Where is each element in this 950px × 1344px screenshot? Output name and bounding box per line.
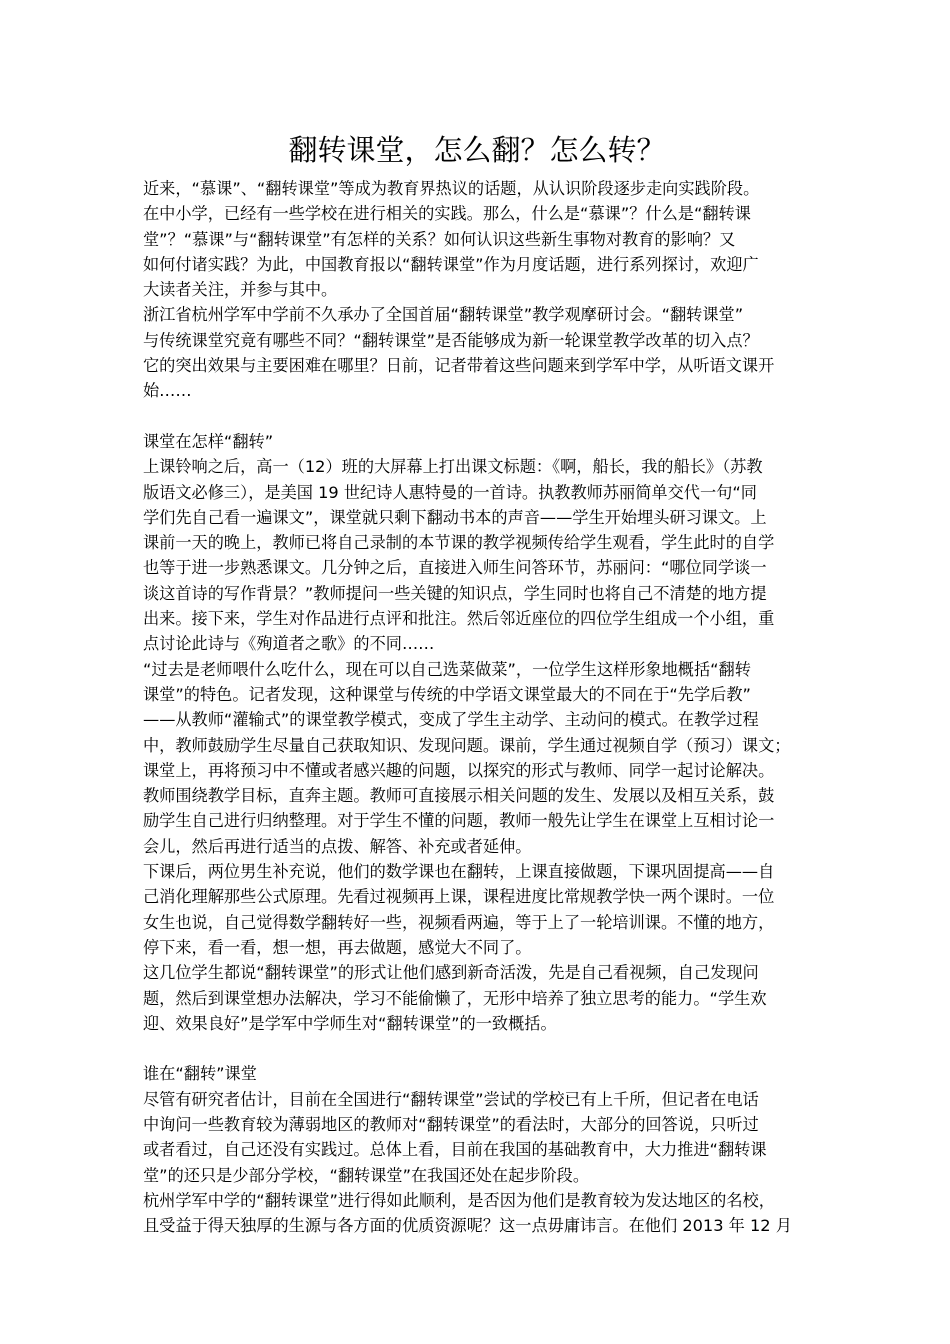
text-line: 在中小学，已经有一些学校在进行相关的实践。那么，什么是“慕课”？什么是“翻转课 — [143, 204, 751, 224]
text-line: “过去是老师喂什么吃什么，现在可以自己选菜做菜”，一位学生这样形象地概括“翻转 — [143, 659, 751, 679]
text-line: 且受益于得天独厚的生源与各方面的优质资源呢？这一点毋庸讳言。在他们 2013 年 12 月 — [143, 1216, 792, 1236]
text-line: 迎、效果良好”是学军中学师生对“翻转课堂”的一致概括。 — [143, 1013, 557, 1033]
text-line: 如何付诸实践？为此，中国教育报以“翻转课堂”作为月度话题，进行系列探讨，欢迎广 — [143, 254, 759, 274]
document-title: 翻转课堂，怎么翻？怎么转？ — [288, 133, 666, 167]
text-line: 女生也说，自己觉得数学翻转好一些，视频看两遍，等于上了一轮培训课。不懂的地方， — [143, 912, 775, 932]
text-line: 停下来，看一看，想一想，再去做题，感觉大不同了。 — [143, 937, 532, 957]
text-line: 堂”的还只是少部分学校，“翻转课堂”在我国还处在起步阶段。 — [143, 1165, 590, 1185]
text-line: 上课铃响之后，高一（12）班的大屏幕上打出课文标题：《啊，船长，我的船长》（苏教 — [143, 457, 763, 477]
text-line: 点讨论此诗与《殉道者之歌》的不同…… — [143, 634, 435, 654]
text-line: 它的突出效果与主要困难在哪里？日前，记者带着这些问题来到学军中学，从听语文课开 — [143, 356, 775, 376]
blank-line — [143, 404, 811, 429]
text-line: 或者看过，自己还没有实践过。总体上看，目前在我国的基础教育中，大力推进“翻转课 — [143, 1140, 767, 1160]
blank-line — [143, 1036, 811, 1061]
text-line: 教师围绕教学目标，直奔主题。教师可直接展示相关问题的发生、发展以及相互关系，鼓 — [143, 786, 775, 806]
text-line: 堂”？“慕课”与“翻转课堂”有怎样的关系？如何认识这些新生事物对教育的影响？又 — [143, 229, 736, 249]
text-line: 题，然后到课堂想办法解决，学习不能偷懒了，无形中培养了独立思考的能力。“学生欢 — [143, 988, 767, 1008]
section-body — [143, 454, 811, 1036]
text-line: 课前一天的晚上，教师已将自己录制的本节课的教学视频传给学生观看，学生此时的自学 — [143, 533, 775, 553]
text-line: 中询问一些教育较为薄弱地区的教师对“翻转课堂”的看法时，大部分的回答说，只听过 — [143, 1114, 759, 1134]
text-line: 与传统课堂究竟有哪些不同？“翻转课堂”是否能够成为新一轮课堂教学改革的切入点？ — [143, 330, 759, 350]
text-line: 励学生自己进行归纳整理。对于学生不懂的问题，教师一般先让学生在课堂上互相讨论一 — [143, 811, 775, 831]
section-body — [143, 1087, 811, 1239]
text-line: 出来。接下来，学生对作品进行点评和批注。然后邻近座位的四位学生组成一个小组，重 — [143, 609, 775, 629]
text-line: 也等于进一步熟悉课文。几分钟之后，直接进入师生问答环节，苏丽问：“哪位同学谈一 — [143, 558, 767, 578]
text-line: 浙江省杭州学军中学前不久承办了全国首届“翻转课堂”教学观摩研讨会。“翻转课堂” — [143, 305, 744, 325]
section-heading: 课堂在怎样“翻转” — [143, 431, 274, 451]
text-line: 己消化理解那些公式原理。先看过视频再上课，课程进度比常规教学快一两个课时。一位 — [143, 887, 775, 907]
intro-paragraph — [143, 176, 811, 404]
text-line: 尽管有研究者估计，目前在全国进行“翻转课堂”尝试的学校已有上千所，但记者在电话 — [143, 1089, 759, 1109]
document-page — [143, 128, 811, 1238]
text-line: 会儿，然后再进行适当的点拨、解答、补充或者延伸。 — [143, 836, 532, 856]
text-line: 杭州学军中学的“翻转课堂”进行得如此顺利，是否因为他们是教育较为发达地区的名校， — [143, 1190, 775, 1210]
text-line: 始…… — [143, 381, 192, 401]
text-line: 课堂”的特色。记者发现，这种课堂与传统的中学语文课堂最大的不同在于“先学后教” — [143, 684, 751, 704]
text-line: 下课后，两位男生补充说，他们的数学课也在翻转，上课直接做题，下课巩固提高——自 — [143, 862, 775, 882]
text-line: 版语文必修三），是美国 19 世纪诗人惠特曼的一首诗。执教教师苏丽简单交代一句“同 — [143, 482, 757, 502]
text-line: 中，教师鼓励学生尽量自己获取知识、发现问题。课前，学生通过视频自学（预习）课文； — [143, 735, 791, 755]
text-line: ——从教师“灌输式”的课堂教学模式，变成了学生主动学、主动问的模式。在教学过程 — [143, 710, 759, 730]
text-line: 大读者关注，并参与其中。 — [143, 280, 338, 300]
section-heading: 谁在“翻转”课堂 — [143, 1064, 257, 1084]
text-line: 谈这首诗的写作背景？”教师提问一些关键的知识点，学生同时也将自己不清楚的地方提 — [143, 583, 767, 603]
text-line: 这几位学生都说“翻转课堂”的形式让他们感到新奇活泼，先是自己看视频，自己发现问 — [143, 963, 759, 983]
text-line: 近来，“慕课”、“翻转课堂”等成为教育界热议的话题，从认识阶段逐步走向实践阶段。 — [143, 179, 760, 198]
text-line: 课堂上，再将预习中不懂或者感兴趣的问题，以探究的形式与教师、同学一起讨论解决。 — [143, 760, 775, 780]
text-line: 学们先自己看一遍课文”，课堂就只剩下翻动书本的声音——学生开始埋头研习课文。上 — [143, 507, 767, 527]
